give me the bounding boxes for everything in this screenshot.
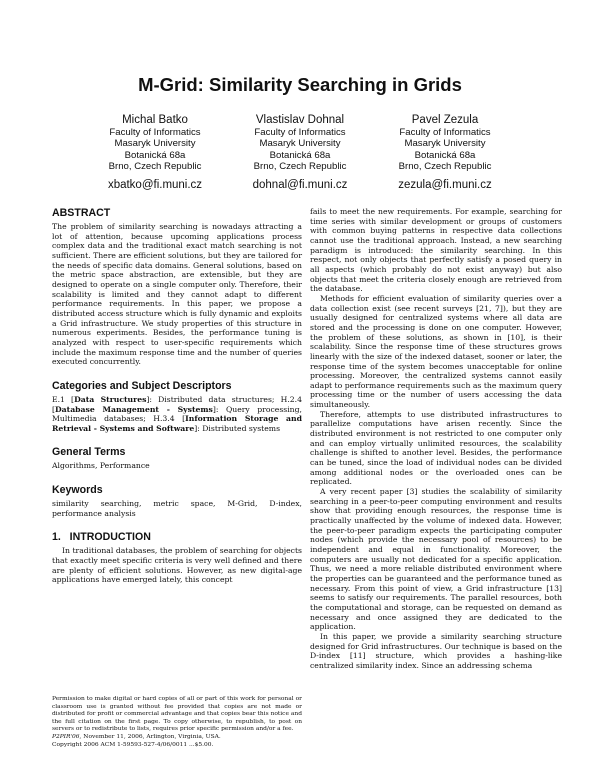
general-terms-text: Algorithms, Performance xyxy=(52,461,150,471)
venue-line xyxy=(52,734,302,742)
body-paragraph: Therefore, attempts to use distributed infrastructures to parallelize computations have arisen recently. Since the distributed environment is not restricted to one computer only and can employ virtually unlimited resources, the scalability challenge is shifted to another level. Besides, the performance can be tuned, since the load of individual nodes can be divided among additional nodes or the overloaded ones can be replicated. xyxy=(310,409,562,487)
author-city: Brno, Czech Republic xyxy=(108,161,202,173)
author-university: Masaryk University xyxy=(404,138,486,150)
venue-details: November 11, 2006, Arlington, Virginia, USA. xyxy=(81,733,221,740)
author-name: Michal Batko xyxy=(122,114,188,126)
body-paragraph: A very recent paper [3] studies the scalability of similarity searching in a peer-to-peer computing environment and results show that providing enough resources, the response time is practically unaffected by the volume of indexed data. However, the peer-to-peer paradigm expects the participating computer nodes (which provide the necessary pool of resources) to be independent and equal in functionality. Moreover, the computers are usually not dedicated for a specific application. Thus, we need a more reliable distributed environment where the properties can be guaranteed and the performance tuned as necessary. From this point of view, a Grid infrastructure [13] seems to satisfy our requirements. The parallel resources, both the computational and storage, can be requested on demand as necessary and once assigned they are dedicated to the application. xyxy=(310,487,562,632)
body-paragraph: In this paper, we provide a similarity searching structure designed for Grid infrastructures. Our technique is based on the D-index [11] structure, which provides a hashing-like centralized similarity index. Since an addressing schema xyxy=(310,631,562,670)
keywords-heading: Keywords xyxy=(52,484,103,497)
paper-title: M-Grid: Similarity Searching in Grids xyxy=(138,74,462,95)
body-paragraph: Methods for efficient evaluation of similarity queries over a data collection exist (see recent surveys [21, 7]), but they are usually designed for centralized systems where all data are stored and the processing is done on one computer. However, the problem of these solutions, as shown in [10], is their scalability. Since the response time of these structures grows linearly with the size of the indexed dataset, sooner or later, the response time of the system becomes unacceptable for online processing. Moreover, the centralized systems cannot easily adapt to performance requirements such as the maximum query processing time or the number of users accessing the data simultaneously. xyxy=(310,293,562,410)
author-faculty: Faculty of Informatics xyxy=(109,127,201,138)
categories-section xyxy=(52,380,302,434)
general-terms-heading: General Terms xyxy=(52,446,126,459)
categories-heading: Categories and Subject Descriptors xyxy=(52,379,232,392)
author-city: Brno, Czech Republic xyxy=(398,161,492,173)
permission-text: Permission to make digital or hard copies of all or part of this work for personal or classroom use is granted without fee provided that copies are not made or distributed for profit or commercial advantage and that copies bear this notice and the full citation on the first page. To copy otherwise, to republish, to post on servers or to redistribute to lists, requires prior specific permission and/or a fee. xyxy=(52,696,302,733)
author-email: dohnal@fi.muni.cz xyxy=(252,178,348,191)
body-paragraph: fails to meet the new requirements. For example, searching for time series with similar development or groups of customers with common buying patterns in respective data collections cannot use the traditional approach. Instead, a new searching paradigm is introduced: the similarity searching. In this respect, not only objects that perfectly satisfy a posed query in all aspects (which probably do not exist anyway) but also objects that meet the criteria closely enough are retrieved from the database. xyxy=(310,207,562,294)
author-email: zezula@fi.muni.cz xyxy=(398,178,492,191)
categories-text xyxy=(52,395,302,434)
introduction-section xyxy=(52,531,302,585)
introduction-heading: 1. INTRODUCTION xyxy=(52,531,151,544)
author-block xyxy=(360,113,530,192)
venue-name: P2PIR'06, xyxy=(52,733,82,740)
keywords-text: similarity searching, metric space, M-Grid, D-index, performance analysis xyxy=(52,499,302,518)
author-name: Pavel Zezula xyxy=(411,114,479,126)
author-faculty: Faculty of Informatics xyxy=(254,127,346,138)
author-email: xbatko@fi.muni.cz xyxy=(107,178,203,191)
author-university: Masaryk University xyxy=(114,138,196,150)
left-column xyxy=(52,207,302,585)
author-faculty: Faculty of Informatics xyxy=(399,127,491,138)
abstract-section xyxy=(52,207,302,367)
categories-text-part: ]: Distributed data structures; H.2.4 [ xyxy=(52,394,302,414)
categories-text-part: ]: Distributed systems xyxy=(194,423,281,433)
author-street: Botanická 68a xyxy=(124,149,186,161)
abstract-text: The problem of similarity searching is nowadays attracting a lot of attention, because upcoming applications process complex data and the traditional exact match searching is not sufficient. There are efficient solutions, but they are tailored for the needs of specific data domains. General solutions, based on the metric space abstraction, are extensible, but they are designed to operate on a single computer only. Therefore, their scalability is limited and they cannot adapt to different performance requirements. In this paper, we propose a distributed access structure which is fully dynamic and exploits a Grid infrastructure. We study properties of this structure in numerous experiments. Besides, the performance tuning is analyzed with respect to user-specific requirements which include the maximum response time and the number of queries executed concurrently. xyxy=(52,222,302,367)
copyright-line: Copyright 2006 ACM 1-59593-527-4/06/0011 ...$5.00. xyxy=(52,741,214,748)
author-street: Botanická 68a xyxy=(269,149,331,161)
right-column xyxy=(310,207,562,671)
general-terms-section xyxy=(52,446,302,471)
introduction-paragraph: In traditional databases, the problem of searching for objects that exactly meet specific criteria is very well defined and there are plenty of efficient solutions. However, as new digital-age applications have emerged lately, this concept xyxy=(52,546,302,585)
categories-text-part: E.1 [ xyxy=(52,394,75,404)
category-term: Database Management - Systems xyxy=(55,404,213,414)
author-street: Botanická 68a xyxy=(414,149,476,161)
author-university: Masaryk University xyxy=(259,138,341,150)
category-term: Data Structures xyxy=(74,394,147,404)
copyright-footnote xyxy=(52,696,302,749)
keywords-section xyxy=(52,484,302,518)
categories-text-part: ]: Query processing, Multimedia databases; H.3.4 [ xyxy=(52,404,302,424)
abstract-heading: ABSTRACT xyxy=(52,207,111,219)
category-term: Information Storage and Retrieval - Systems and Software xyxy=(52,414,302,433)
author-name: Vlastislav Dohnal xyxy=(255,114,345,126)
author-city: Brno, Czech Republic xyxy=(253,161,347,173)
